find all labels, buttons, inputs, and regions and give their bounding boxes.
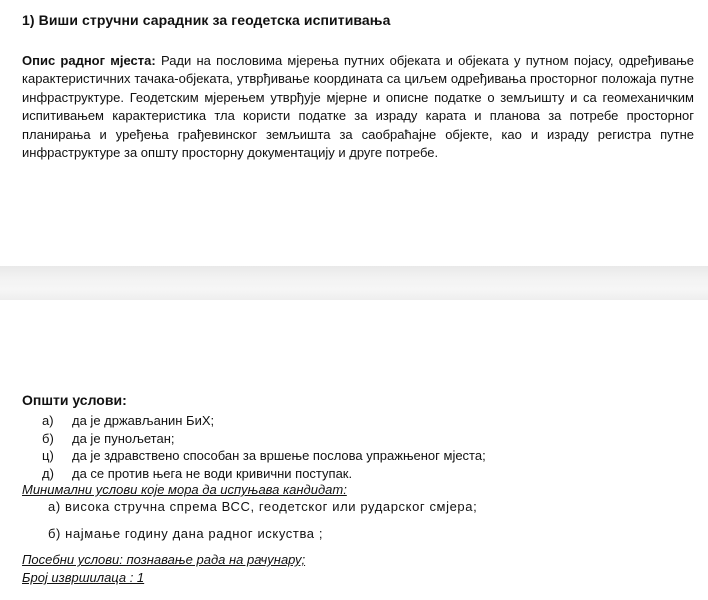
general-conditions-list [42, 412, 486, 482]
list-item: б) најмање годину дана радног искуства ; [48, 526, 324, 541]
minimum-conditions-list [48, 526, 323, 541]
minimum-conditions-heading: Минимални услови које мора да испуњава кандидат: [22, 482, 347, 497]
list-item-text: да је здравствено способан за вршење послова упражњеног мјеста; [72, 448, 486, 463]
job-description-label: Опис радног мјеста: [22, 53, 156, 68]
job-description [22, 52, 694, 162]
special-conditions: Посебни услови: познавање рада на рачунару; [22, 552, 306, 567]
list-item [42, 447, 486, 465]
list-marker: ц) [42, 448, 54, 463]
list-item-text: да се против њега не води кривични поступак. [72, 465, 353, 481]
position-title: 1) Виши стручни сарадник за геодетска испитивања [22, 12, 391, 28]
list-marker: д) [42, 465, 54, 481]
list-item-text: да је пунољетан; [72, 430, 175, 446]
job-description-text: Ради на пословима мјерења путних објеката и објеката у путном појасу, одређивање карактеристичних тачака-објеката, утврђивање координата са циљем одређивања просторног положаја путне инфраструктуре. Геодетским мјерењем утврђује мјерне и описне податке о земљишту и са геомеханичким испитивањем карактеристика тла користи податке за израду карата и планова за потребе просторног планирања и уређења грађевинског земљишта за саобраћајне објекте, као и израду регистра путне инфраструктуре за општу просторну документацију и друге потребе. [22, 53, 695, 161]
list-marker: а) [42, 413, 54, 428]
general-conditions-heading: Општи услови: [22, 392, 127, 408]
list-item [42, 412, 486, 430]
list-marker: б) [42, 430, 54, 446]
list-item-text: да је држављанин БиХ; [72, 413, 215, 428]
number-of-executors: Број извршилаца : 1 [22, 570, 145, 585]
list-item [42, 430, 486, 448]
list-item: а) висока стручна спрема ВСС, геодетског или рударског смјера; [48, 499, 478, 514]
list-item [42, 465, 486, 483]
minimum-conditions-list [48, 499, 477, 514]
page-break-gap [0, 266, 708, 300]
